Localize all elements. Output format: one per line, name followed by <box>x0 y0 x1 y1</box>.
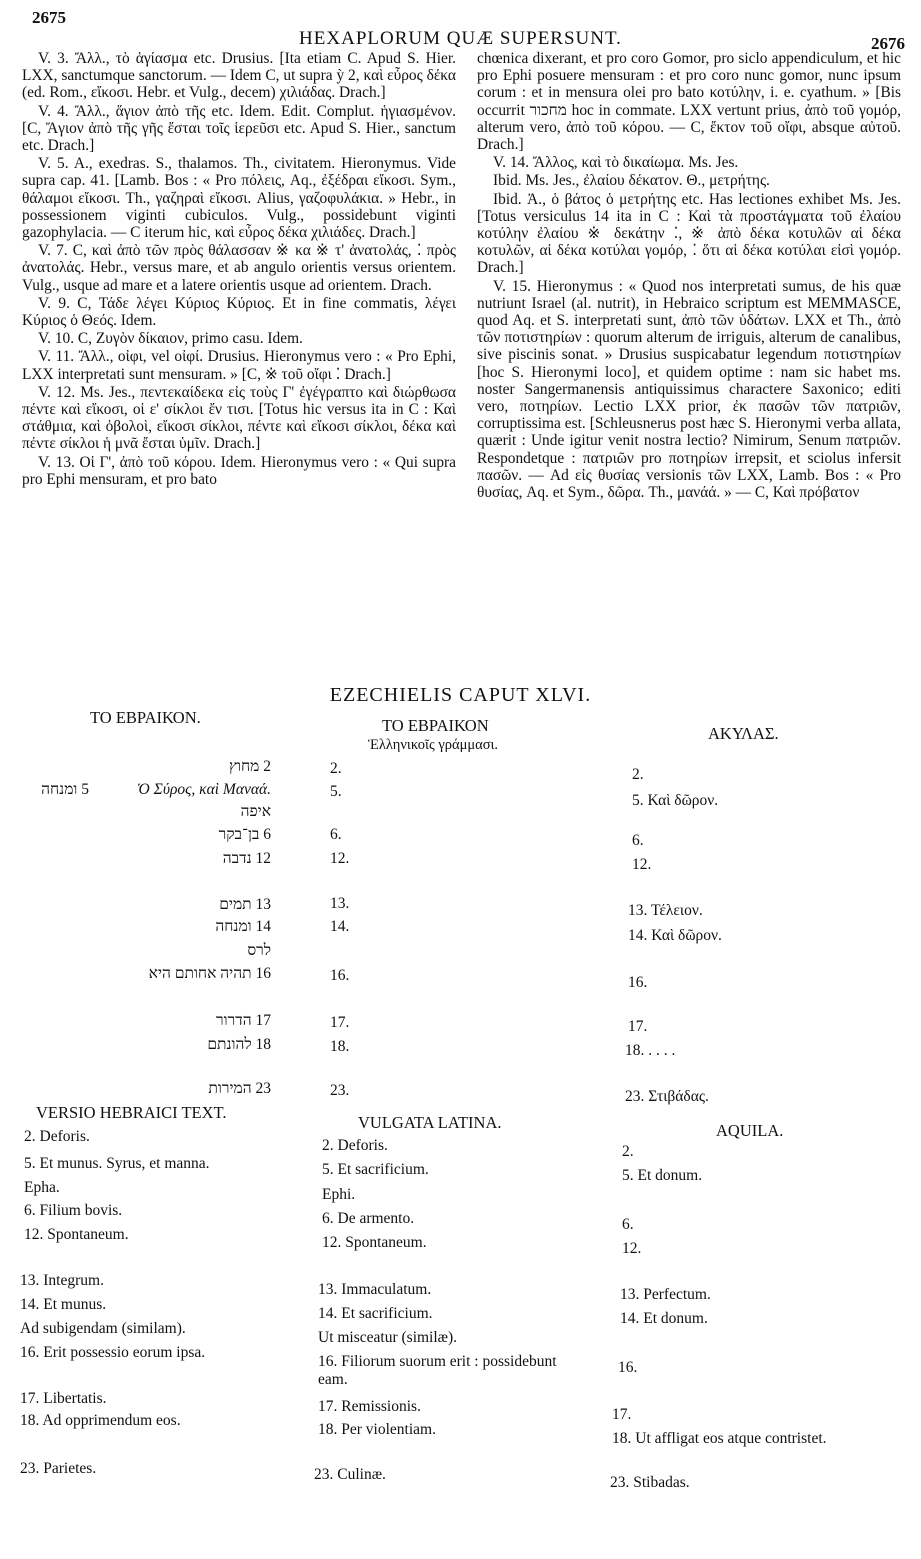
akylas-cell: 6. <box>632 832 644 849</box>
akylas-cell: 17. <box>628 1018 648 1035</box>
versio-cell: 14. Et munus. <box>20 1296 107 1313</box>
versio-cell: 12. Spontaneum. <box>24 1226 129 1243</box>
greek-num-cell: 18. <box>330 1038 350 1055</box>
aquila-cell: 23. Stibadas. <box>610 1474 690 1491</box>
vulgata-cell: 18. Per violentiam. <box>318 1421 436 1438</box>
versio-cell: Epha. <box>24 1179 60 1196</box>
note-paragraph: V. 11. Ἄλλ., οἰφι, vel οἰφί. Drusius. Hieronymus vero : « Pro Ephi, LXX interpretati sunt mensuram. » [C, ※ τοῦ οἴφι ⁚ Drach.] <box>22 348 456 383</box>
note-paragraph: Ibid. Ms. Jes., ἐλαίου δέκατον. Θ., μετρήτης. <box>493 172 770 190</box>
hebrew-cell: 18 להונתם <box>207 1036 271 1053</box>
versio-cell: 17. Libertatis. <box>20 1390 107 1407</box>
header-versio: VERSIO HEBRAICI TEXT. <box>36 1103 227 1122</box>
akylas-cell: 14. Καὶ δῶρον. <box>628 927 722 944</box>
akylas-cell: 13. Τέλειον. <box>628 902 703 919</box>
versio-cell: 18. Ad opprimendum eos. <box>20 1412 181 1429</box>
greek-num-cell: 2. <box>330 760 342 777</box>
note-paragraph: V. 9. C, Τάδε λέγει Κύριος Κύριος. Et in fine commatis, λέγει Κύριος ὁ Θεός. Idem. <box>22 294 456 330</box>
akylas-cell: 23. Στιβάδας. <box>625 1088 709 1105</box>
akylas-cell: 16. <box>628 974 648 991</box>
vulgata-cell: 16. Filiorum suorum erit : possidebunt eam. <box>318 1353 557 1388</box>
vulgata-cell: 23. Culinæ. <box>314 1466 386 1483</box>
hebrew-cell: 17 הדרור <box>216 1012 271 1029</box>
page-number-right: 2676 <box>871 34 905 53</box>
greek-num-cell: 13. <box>330 895 350 912</box>
versio-cell: 2. Deforis. <box>24 1128 90 1145</box>
versio-cell: 5. Et munus. Syrus, et manna. <box>24 1155 210 1172</box>
aquila-cell: 16. <box>618 1359 638 1376</box>
akylas-cell: 12. <box>632 856 652 873</box>
vulgata-cell: 6. De armento. <box>322 1210 415 1227</box>
greek-num-cell: 23. <box>330 1082 350 1099</box>
aquila-cell: 2. <box>622 1143 634 1160</box>
hebrew-cell: 12 נדבה <box>222 850 271 867</box>
hebrew-cell: איפה <box>240 803 271 820</box>
vulgata-cell: 13. Immaculatum. <box>318 1281 432 1298</box>
greek-num-cell: 16. <box>330 967 350 984</box>
vulgata-cell: 2. Deforis. <box>322 1137 388 1154</box>
vulgata-cell: 12. Spontaneum. <box>322 1234 427 1251</box>
aquila-cell: 14. Et donum. <box>620 1310 708 1327</box>
vulgata-cell: Ephi. <box>322 1186 356 1203</box>
header-akylas: ΑΚΥΛΑΣ. <box>708 724 779 743</box>
greek-num-cell: 17. <box>330 1014 350 1031</box>
vulgata-cell: 14. Et sacrificium. <box>318 1305 433 1322</box>
greek-num-cell: 6. <box>330 826 342 843</box>
vulgata-cell: 17. Remissionis. <box>318 1398 421 1415</box>
note-paragraph: chœnica dixerant, et pro coro Gomor, pro siclo appendiculum, et hic pro Ephi posuere mensuram : et pro coro nunc gomor, nunc ipsum corum : et in mensura olei pro bato κοτύλην, i. e. cyathum. » [Bis occurrit מחכור hoc in commate. LXX vertunt prius, ἀπὸ τοῦ γομόρ, alterum vero, ἀπὸ τοῦ κόρου. — C, ἔκτον τοῦ οἴφι, absque αὐτοῦ. Drach.] <box>477 50 902 154</box>
hebrew-cell: 2 מחוץ <box>228 758 271 775</box>
note-paragraph: V. 7. C, καὶ ἀπὸ τῶν πρὸς θάλασσαν ※ κα ※ τ' ἀνατολάς, ⁚ πρὸς ἀνατολάς. Hebr., versus mare, et ab angulo orientis versus orientem. Vulg., usque ad mare et a latere orientis usque ad orientem. Drach. <box>22 242 456 294</box>
note-paragraph: V. 15. Hieronymus : « Quod nos interpretati sumus, de his quæ nutriunt Israel (al. nutrit), in Hebraico scriptum est MEMMASCE, quod Aq. et S. interpretati sunt, ἀπὸ τῶν ὑδάτων. LXX et Th., ἀπὸ τῶν ποτιστηρίων : quorum alterum de irriguis, alterum de canalibus, sive piscinis sonat. » Drusius suspicabatur legendum ποτιστηρίων [hoc S. Hieronymi loco], et quidem optime : nam sic habet ms. noster Sangermanensis antiquissimus charactere Saxonico; editi vero, ποτηρίων. Lectio LXX prior, ἐκ πασῶν τῶν πατριῶν, corruptissima est. [Schleusnerus post hæc S. Hieronymi verba allata, quærit : Unde igitur venit nostra lectio? Nimirum, Senum πατριῶν. Respondetque : πατριῶν pro ποτηρίων irrepsit, et sciolus infersit πασῶν. — Ad εἰς θυσίας versionis τῶν LXX, Lamb. Bos : « Pro θυσίας, Aq. et Sym., δῶρα. Th., μανάά. » — C, Καὶ πρόβατον <box>477 277 901 502</box>
header-hebraikon-greek: ΤΟ ΕΒΡΑΙΚΟΝ <box>382 716 489 735</box>
akylas-cell: 5. Καὶ δῶρον. <box>632 792 719 809</box>
hebrew-cell: לרס <box>247 942 271 959</box>
akylas-cell: 18. . . . . <box>625 1042 676 1059</box>
aquila-cell: 17. <box>612 1406 632 1423</box>
hebrew-cell: 23 המירות <box>208 1080 271 1097</box>
note-paragraph: V. 13. Οἱ Γ', ἀπὸ τοῦ κόρου. Idem. Hieronymus vero : « Qui supra pro Ephi mensuram, et pro bato <box>22 453 456 488</box>
note-paragraph: V. 10. C, Ζυγὸν δίκαιον, primo casu. Idem. <box>38 330 303 348</box>
aquila-cell: 18. Ut affligat eos atque contristet. <box>612 1430 827 1447</box>
commentary-right-column <box>477 50 901 502</box>
note-paragraph: Ibid. Ἀ., ὁ βάτος ὁ μετρήτης etc. Has lectiones exhibet Ms. Jes. [Totus versiculus 14 ita in C : Καὶ τὰ προστάγματα τοῦ ἐλαίου κοτύλην ἐλαίου ※ δεκάτην ⁚, ※ ἀπὸ δέκα κοτυλῶν αἱ δέκα κοτυλῶν, αἱ δέκα κοτύλαι γομόρ, ⁚ ὅτι αἱ δέκα κοτύλαι εἰσὶ γομόρ. Drach.] <box>477 190 901 277</box>
note-paragraph: V. 4. Ἄλλ., ἅγιον ἀπὸ τῆς etc. Idem. Edit. Complut. ἡγιασμένον. [C, Ἅγιον ἀπὸ τῆς γῆς ἔσται τοῖς ἱερεῦσι etc. Apud S. Hier., sanctum etc. Drach.] <box>22 102 456 155</box>
greek-num-cell: 14. <box>330 918 350 935</box>
hebrew-cell: 13 תמים <box>219 896 271 913</box>
aquila-cell: 13. Perfectum. <box>620 1286 711 1303</box>
commentary-left-column <box>22 50 456 489</box>
versio-cell: 16. Erit possessio eorum ipsa. <box>20 1344 206 1361</box>
note-paragraph: V. 5. A., exedras. S., thalamos. Th., civitatem. Hieronymus. Vide supra cap. 41. [Lamb. Bos : « Pro πόλεις, Aq., ἐξέδραι εἴκοσι. Sym., θάλαμοι εἴκοσι. Th., γαζηραὶ εἴκοσι. Alius, γαζοφυλάκια. » Hebr., in possessionem viginti cubiculos. Vulg., possidebunt viginti gazophylacia. — C iterum hic, καὶ εὖρος δέκα χιλιάδες. Drach.] <box>22 155 456 242</box>
header-aquila: AQUILA. <box>716 1121 784 1140</box>
versio-cell: 23. Parietes. <box>20 1460 97 1477</box>
header-hebraikon: ΤΟ ΕΒΡΑΙΚΟΝ. <box>90 708 201 727</box>
vulgata-cell: Ut misceatur (similæ). <box>318 1329 458 1346</box>
note-paragraph: V. 14. Ἄλλος, καὶ τὸ δικαίωμα. Ms. Jes. <box>493 154 739 172</box>
header-vulgata: VULGATA LATINA. <box>358 1113 502 1132</box>
aquila-cell: 12. <box>622 1240 642 1257</box>
versio-cell: 13. Integrum. <box>20 1272 104 1289</box>
header-hebraikon-greek-sub: Ἑλληνικοῖς γράμμασι. <box>368 737 499 753</box>
note-paragraph: V. 3. Ἄλλ., τὸ ἁγίασμα etc. Drusius. [Ita etiam C. Apud S. Hier. LXX, sanctumque sanctorum. — Idem C, ut supra ỳ 2, καὶ εὖρος δέκα (ed. Rom., εἴκοσι. Hebr. et Vulg., decem) χιλιάδας. Drach.] <box>22 50 456 102</box>
versio-cell: Ad subigendam (similam). <box>20 1320 186 1337</box>
note-paragraph: V. 12. Ms. Jes., πεντεκαίδεκα εἰς τοὺς Γ' ἐγέγραπτο καὶ διώρθωσα πέντε καὶ εἴκοσι, οἱ ε' σίκλοι ἔν τισι. [Totus hic versus ita in C : Καὶ στάθμια, καὶ ὀβολοὶ, εἴκοσι σίκλοι, πέντε καὶ εἴκοσι σίκλοι, δέκα καὶ πέντε σίκλοι ἡ μνᾶ ἔσται ὑμῖν. Drach.] <box>22 383 456 453</box>
page-number-left: 2675 <box>32 8 66 27</box>
aquila-cell: 6. <box>622 1216 634 1233</box>
akylas-cell: 2. <box>632 766 644 783</box>
greek-num-cell: 12. <box>330 850 350 867</box>
hebrew-cell: 6 בן־בקר <box>218 826 271 843</box>
running-title: HEXAPLORUM QUÆ SUPERSUNT. <box>299 28 622 49</box>
section-title: EZECHIELIS CAPUT XLVI. <box>329 684 592 706</box>
hebrew-cell-far: 5 ומנחה <box>41 781 89 798</box>
vulgata-cell: 5. Et sacrificium. <box>322 1161 429 1178</box>
versio-cell: 6. Filium bovis. <box>24 1202 123 1219</box>
aquila-cell: 5. Et donum. <box>622 1167 703 1184</box>
hebrew-cell: 16 תהיה אחותם היא <box>148 965 271 982</box>
greek-num-cell: 5. <box>330 783 342 800</box>
hebrew-cell: 14 ומנחה <box>215 918 271 935</box>
hebrew-cell: Ὁ Σύρος, καὶ Μαναά. <box>137 781 271 798</box>
